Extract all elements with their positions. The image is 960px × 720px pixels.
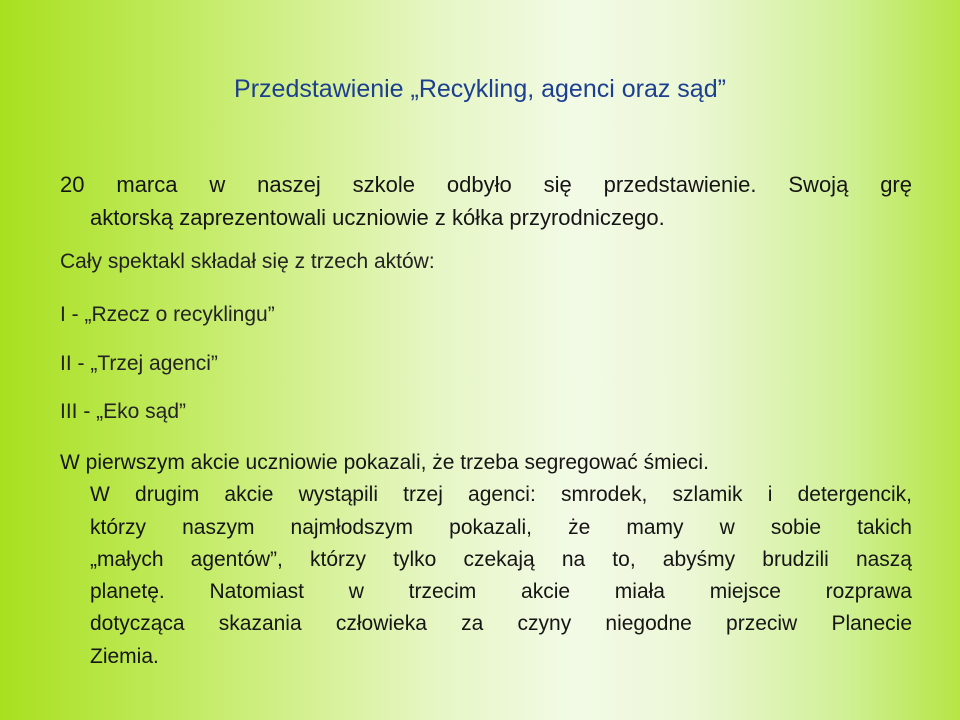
acts-intro: Cały spektakl składał się z trzech aktów: (60, 250, 435, 273)
slide-title: Przedstawienie „Recykling, agenci oraz sąd” (234, 75, 726, 103)
act-item-1: I - „Rzecz o recyklingu” (60, 303, 275, 326)
summary-line-2: W drugim akcie wystąpili trzej agenci: smrodek, szlamik i detergencik, (90, 483, 912, 507)
intro-line-2: aktorską zaprezentowali uczniowie z kółka przyrodniczego. (90, 204, 665, 230)
summary-line-7: Ziemia. (90, 644, 159, 668)
intro-line-1: 20 marca w naszej szkole odbyło się przedstawienie. Swoją grę (60, 172, 912, 197)
summary-line-5: planetę. Natomiast w trzecim akcie miała miejsce rozprawa (90, 580, 912, 604)
summary-line-4: „małych agentów”, którzy tylko czekają na to, abyśmy brudzili naszą (90, 547, 912, 571)
summary-line-6: dotycząca skazania człowieka za czyny niegodne przeciw Planecie (90, 612, 912, 636)
summary-line-1: W pierwszym akcie uczniowie pokazali, że trzeba segregować śmieci. (60, 451, 709, 474)
intro-paragraph (60, 169, 912, 234)
summary-paragraph (60, 447, 912, 673)
act-item-2: II - „Trzej agenci” (60, 352, 218, 375)
summary-line-3: którzy naszym najmłodszym pokazali, że mamy w sobie takich (90, 515, 912, 539)
act-item-3: III - „Eko sąd” (60, 400, 187, 423)
